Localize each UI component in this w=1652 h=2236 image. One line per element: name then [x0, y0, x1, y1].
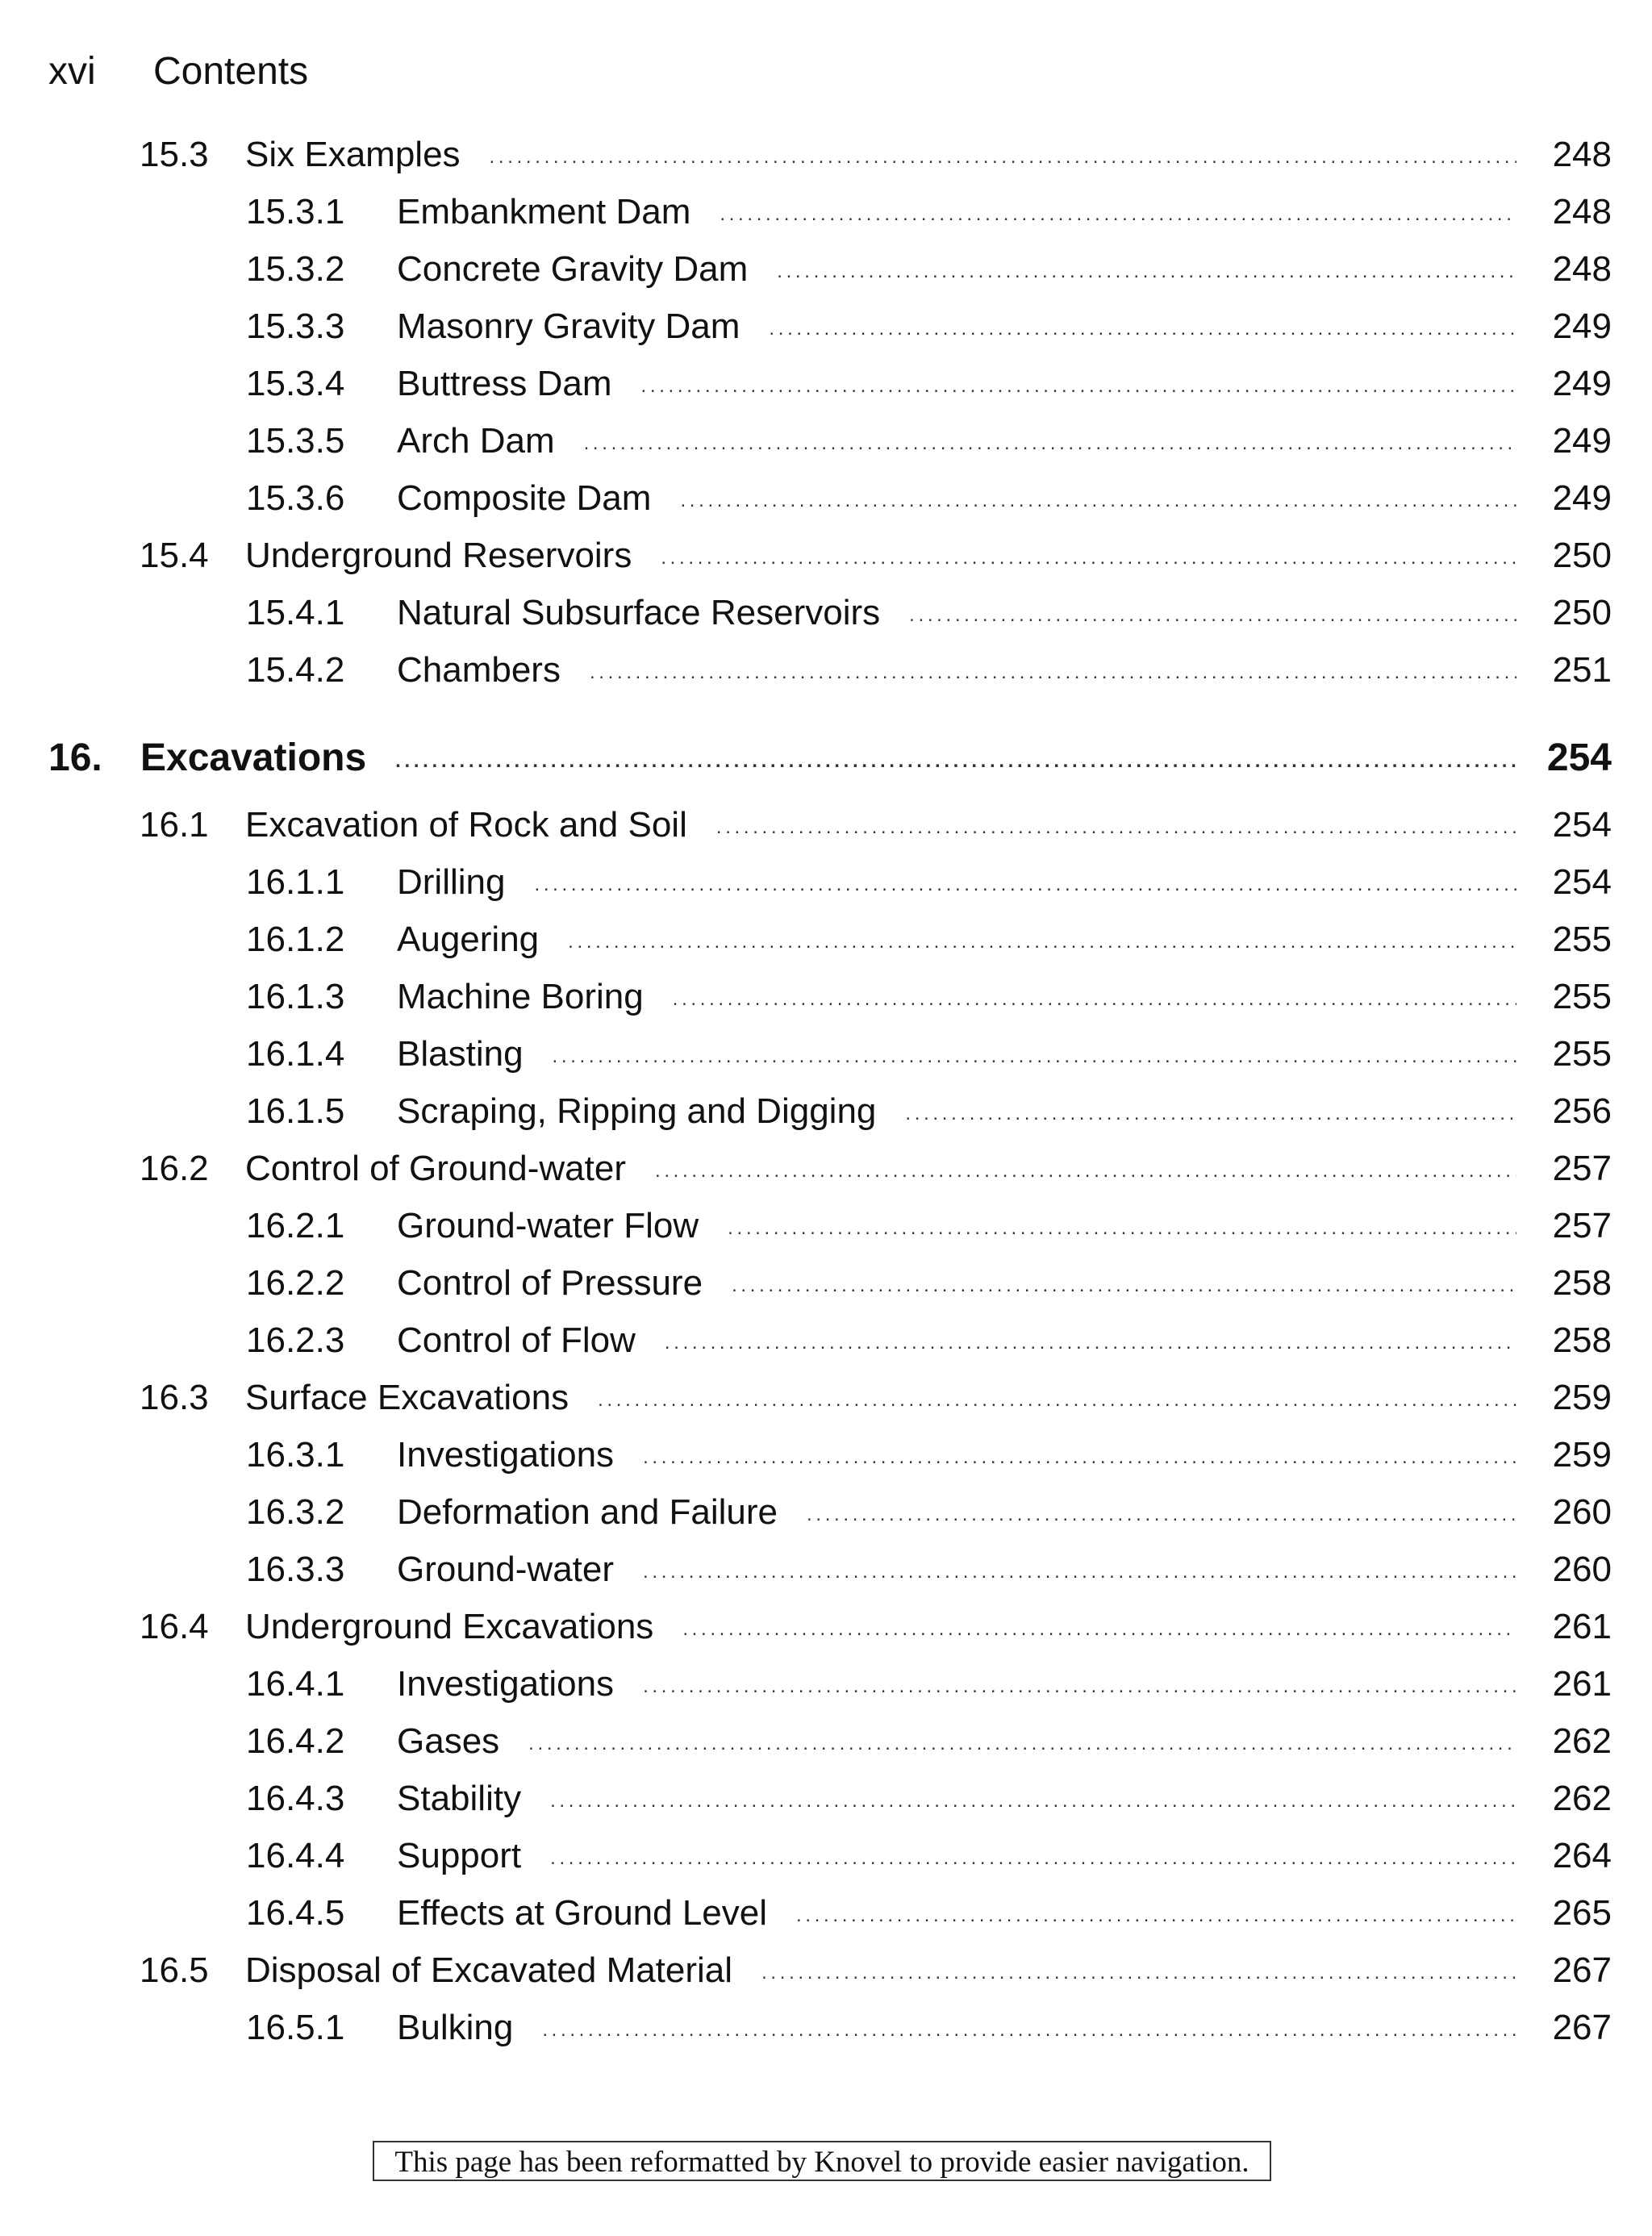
- toc-entry-page[interactable]: 257: [1552, 1149, 1612, 1188]
- toc-entry-page[interactable]: 261: [1552, 1607, 1612, 1646]
- dot-leader: [655, 1141, 1516, 1195]
- toc-entry-page[interactable]: 249: [1552, 421, 1612, 461]
- toc-entry-number: 16.1: [140, 805, 209, 845]
- toc-entry-title[interactable]: Chambers: [397, 650, 561, 690]
- toc-entry-number: 16.1.3: [246, 977, 345, 1016]
- page-title: Contents: [153, 49, 309, 93]
- toc-entry-sub[interactable]: [246, 589, 1612, 637]
- toc-entry-sub[interactable]: [246, 916, 1612, 964]
- toc-entry-number: 15.4.2: [246, 650, 345, 690]
- dot-leader: [909, 586, 1516, 640]
- toc-entry-title[interactable]: Investigations: [397, 1435, 615, 1475]
- toc-entry-page[interactable]: 258: [1552, 1320, 1612, 1360]
- dot-leader: [568, 912, 1516, 966]
- toc-entry-page[interactable]: 259: [1552, 1435, 1612, 1475]
- dot-leader: [598, 1370, 1516, 1425]
- toc-entry-page[interactable]: 248: [1552, 192, 1612, 232]
- toc-entry-title[interactable]: Control of Flow: [397, 1320, 636, 1360]
- dot-leader: [728, 1199, 1516, 1253]
- toc-entry-sub[interactable]: [246, 1431, 1612, 1479]
- toc-entry-title[interactable]: Ground-water: [397, 1550, 615, 1589]
- toc-entry-title[interactable]: Excavation of Rock and Soil: [245, 805, 687, 845]
- toc-entry-page[interactable]: 251: [1552, 650, 1612, 690]
- toc-entry-section[interactable]: [140, 1603, 1612, 1651]
- dot-leader: [590, 643, 1516, 697]
- toc-entry-number: 16.1.4: [246, 1034, 345, 1074]
- toc-entry-page[interactable]: 254: [1552, 805, 1612, 845]
- dot-leader: [769, 299, 1516, 353]
- toc-entry-number: 16.2.3: [246, 1320, 345, 1360]
- toc-entry-title[interactable]: Ground-water Flow: [397, 1206, 699, 1245]
- dot-leader: [528, 1714, 1516, 1768]
- toc-entry-title[interactable]: Natural Subsurface Reservoirs: [397, 593, 881, 632]
- toc-entry-page[interactable]: 248: [1552, 135, 1612, 174]
- toc-entry-page[interactable]: 256: [1552, 1091, 1612, 1131]
- toc-entry-section[interactable]: [140, 801, 1612, 849]
- toc-entry-page[interactable]: 258: [1552, 1263, 1612, 1303]
- toc-entry-number: 16.1.2: [246, 920, 345, 959]
- toc-entry-page[interactable]: 254: [1546, 736, 1612, 779]
- toc-entry-title[interactable]: Drilling: [397, 862, 506, 902]
- toc-entry-sub[interactable]: [246, 245, 1612, 294]
- toc-entry-sub[interactable]: [246, 1832, 1612, 1880]
- toc-entry-sub[interactable]: [246, 2004, 1612, 2052]
- toc-entry-number: 16.4: [140, 1607, 209, 1646]
- toc-entry-section[interactable]: [140, 532, 1612, 580]
- toc-entry-page[interactable]: 254: [1552, 862, 1612, 902]
- toc-entry-number: 15.3.1: [246, 192, 345, 232]
- dot-leader: [720, 185, 1516, 239]
- toc-entry-page[interactable]: 262: [1552, 1779, 1612, 1818]
- toc-entry-number: 16.1.5: [246, 1091, 345, 1131]
- toc-entry-page[interactable]: 249: [1552, 307, 1612, 346]
- dot-leader: [643, 1657, 1516, 1711]
- toc-entry-page[interactable]: 264: [1552, 1836, 1612, 1875]
- toc-entry-sub[interactable]: [246, 302, 1612, 351]
- toc-entry-title[interactable]: Stability: [397, 1779, 522, 1818]
- page-number: xvi: [48, 49, 96, 93]
- dot-leader: [905, 1084, 1516, 1138]
- dot-leader: [534, 855, 1516, 909]
- toc-entry-title[interactable]: Investigations: [397, 1664, 615, 1704]
- toc-entry-title[interactable]: Scraping, Ripping and Digging: [397, 1091, 877, 1131]
- toc-entry-title[interactable]: Control of Pressure: [397, 1263, 703, 1303]
- toc-entry-sub[interactable]: [246, 1488, 1612, 1537]
- toc-entry-number: 16.5.1: [246, 2008, 345, 2047]
- toc-entry-title[interactable]: Buttress Dam: [397, 364, 612, 403]
- dot-leader: [673, 970, 1516, 1024]
- dot-leader: [550, 1771, 1516, 1825]
- dot-leader: [641, 357, 1516, 411]
- dot-leader: [643, 1542, 1516, 1596]
- toc-entry-page[interactable]: 255: [1552, 1034, 1612, 1074]
- toc-entry-page[interactable]: 249: [1552, 364, 1612, 403]
- knovel-reformat-note: This page has been reformatted by Knovel to provide easier navigation.: [373, 2141, 1271, 2181]
- toc-entry-chapter[interactable]: [48, 734, 1612, 782]
- toc-entry-sub[interactable]: [246, 1087, 1612, 1136]
- toc-entry-number: 16.1.1: [246, 862, 345, 902]
- dot-leader: [661, 528, 1516, 582]
- toc-entry-number: 15.4.1: [246, 593, 345, 632]
- toc-entry-title[interactable]: Deformation and Failure: [397, 1492, 778, 1532]
- page-header: [48, 47, 308, 95]
- toc-entry-page[interactable]: 259: [1552, 1378, 1612, 1417]
- toc-entry-sub[interactable]: [246, 417, 1612, 465]
- toc-entry-section[interactable]: [140, 131, 1612, 179]
- toc-entry-page[interactable]: 248: [1552, 249, 1612, 289]
- toc-entry-section[interactable]: [140, 1145, 1612, 1193]
- toc-entry-sub[interactable]: [246, 646, 1612, 695]
- toc-entry-page[interactable]: 262: [1552, 1721, 1612, 1761]
- dot-leader: [490, 127, 1516, 181]
- toc-entry-title[interactable]: Bulking: [397, 2008, 514, 2047]
- toc-entry-section[interactable]: [140, 1374, 1612, 1422]
- toc-entry-page[interactable]: 260: [1552, 1492, 1612, 1532]
- toc-entry-page[interactable]: 265: [1552, 1893, 1612, 1933]
- toc-entry-page[interactable]: 267: [1552, 2008, 1612, 2047]
- toc-entry-number: 15.3.3: [246, 307, 345, 346]
- toc-entry-page[interactable]: 260: [1552, 1550, 1612, 1589]
- toc-entry-title[interactable]: Six Examples: [245, 135, 461, 174]
- toc-entry-sub[interactable]: [246, 1316, 1612, 1365]
- toc-entry-sub[interactable]: [246, 1259, 1612, 1308]
- toc-entry-number: 16.3.1: [246, 1435, 345, 1475]
- toc-entry-title[interactable]: Embankment Dam: [397, 192, 691, 232]
- toc-entry-title[interactable]: Control of Ground-water: [245, 1149, 626, 1188]
- toc-entry-number: 16.3: [140, 1378, 209, 1417]
- dot-leader: [542, 2000, 1516, 2055]
- toc-entry-title[interactable]: Excavations: [140, 736, 367, 779]
- toc-entry-page[interactable]: 250: [1552, 593, 1612, 632]
- toc-entry-number: 16.3.3: [246, 1550, 345, 1589]
- toc-entry-title[interactable]: Arch Dam: [397, 421, 555, 461]
- toc-entry-number: 16.: [48, 736, 102, 779]
- toc-entry-title[interactable]: Disposal of Excavated Material: [245, 1950, 733, 1990]
- toc-entry-sub[interactable]: [246, 1889, 1612, 1938]
- toc-entry-title[interactable]: Composite Dam: [397, 478, 652, 518]
- dot-leader: [395, 731, 1516, 786]
- dot-leader: [680, 471, 1516, 525]
- toc-entry-number: 16.4.4: [246, 1836, 345, 1875]
- toc-entry-sub[interactable]: [246, 858, 1612, 907]
- toc-entry-sub[interactable]: [246, 1717, 1612, 1766]
- dot-leader: [553, 1027, 1516, 1081]
- toc-entry-title[interactable]: Support: [397, 1836, 522, 1875]
- toc-entry-number: 16.5: [140, 1950, 209, 1990]
- toc-entry-page[interactable]: 257: [1552, 1206, 1612, 1245]
- toc-entry-title[interactable]: Concrete Gravity Dam: [397, 249, 749, 289]
- toc-entry-title[interactable]: Underground Excavations: [245, 1607, 654, 1646]
- toc-entry-page[interactable]: 249: [1552, 478, 1612, 518]
- dot-leader: [796, 1886, 1516, 1940]
- toc-entry-title[interactable]: Masonry Gravity Dam: [397, 307, 740, 346]
- toc-entry-number: 15.3.4: [246, 364, 345, 403]
- toc-entry-sub[interactable]: [246, 1030, 1612, 1078]
- toc-entry-title[interactable]: Underground Reservoirs: [245, 536, 632, 575]
- toc-entry-number: 16.2: [140, 1149, 209, 1188]
- toc-entry-page[interactable]: 255: [1552, 977, 1612, 1016]
- toc-entry-page[interactable]: 261: [1552, 1664, 1612, 1704]
- toc-entry-number: 16.2.2: [246, 1263, 345, 1303]
- dot-leader: [716, 798, 1516, 852]
- toc-entry-number: 15.3.6: [246, 478, 345, 518]
- toc-entry-number: 16.4.2: [246, 1721, 345, 1761]
- toc-entry-sub[interactable]: [246, 188, 1612, 236]
- dot-leader: [584, 414, 1516, 468]
- toc-entry-page[interactable]: 255: [1552, 920, 1612, 959]
- toc-entry-number: 15.3: [140, 135, 209, 174]
- toc-entry-sub[interactable]: [246, 1546, 1612, 1594]
- toc-entry-number: 16.4.1: [246, 1664, 345, 1704]
- toc-entry-number: 16.2.1: [246, 1206, 345, 1245]
- dot-leader: [643, 1428, 1516, 1482]
- toc-entry-number: 15.3.5: [246, 421, 345, 461]
- toc-entry-sub[interactable]: [246, 1775, 1612, 1823]
- toc-entry-sub[interactable]: [246, 1660, 1612, 1708]
- dot-leader: [682, 1600, 1516, 1654]
- toc-entry-sub[interactable]: [246, 474, 1612, 523]
- toc-entry-title[interactable]: Augering: [397, 920, 540, 959]
- toc-entry-title[interactable]: Blasting: [397, 1034, 524, 1074]
- dot-leader: [807, 1485, 1516, 1539]
- toc-entry-sub[interactable]: [246, 1202, 1612, 1250]
- toc-entry-page[interactable]: 250: [1552, 536, 1612, 575]
- toc-entry-sub[interactable]: [246, 973, 1612, 1021]
- toc-entry-sub[interactable]: [246, 360, 1612, 408]
- toc-entry-title[interactable]: Machine Boring: [397, 977, 644, 1016]
- dot-leader: [665, 1313, 1516, 1367]
- toc-entry-section[interactable]: [140, 1946, 1612, 1995]
- dot-leader: [761, 1943, 1516, 1997]
- toc-entry-title[interactable]: Surface Excavations: [245, 1378, 569, 1417]
- toc-entry-page[interactable]: 267: [1552, 1950, 1612, 1990]
- toc-entry-title[interactable]: Effects at Ground Level: [397, 1893, 768, 1933]
- toc-entry-number: 15.4: [140, 536, 209, 575]
- dot-leader: [550, 1829, 1516, 1883]
- dot-leader: [777, 242, 1516, 296]
- toc-entry-number: 16.4.5: [246, 1893, 345, 1933]
- dot-leader: [732, 1256, 1516, 1310]
- toc-entry-number: 16.3.2: [246, 1492, 345, 1532]
- toc-entry-number: 16.4.3: [246, 1779, 345, 1818]
- toc-entry-number: 15.3.2: [246, 249, 345, 289]
- toc-entry-title[interactable]: Gases: [397, 1721, 500, 1761]
